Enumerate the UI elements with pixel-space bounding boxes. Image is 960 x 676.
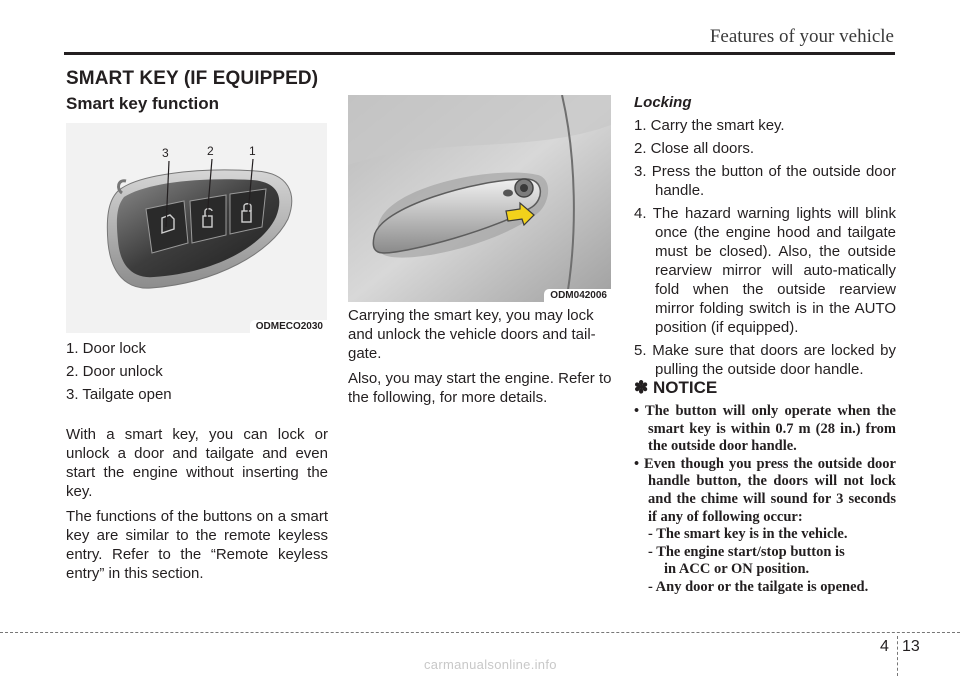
figure-code-key: ODMECO2030 (250, 320, 327, 333)
chapter-number: 4 (880, 638, 889, 655)
notice-subitem: - Any door or the tailgate is opened. (648, 578, 869, 595)
col1-body (66, 425, 328, 589)
legend-item: 1. Door lock (66, 340, 147, 357)
notice-subitem-cont: in ACC or ON position. (664, 561, 810, 578)
locking-subheading: Locking (634, 94, 692, 111)
header-rule (64, 52, 895, 55)
door-handle-illustration (348, 95, 611, 302)
page-number: 13 (902, 638, 920, 655)
notice-star-icon: ✽ (634, 378, 649, 397)
notice-bullet: • The button will only operate when the smart key is within 0.7 m (28 in.) from the outside door handle. (634, 403, 896, 455)
col2-body (348, 306, 612, 413)
step-item: 3. Press the button of the outside door handle. (634, 163, 896, 199)
door-handle-figure (348, 95, 611, 302)
section-title: SMART KEY (IF EQUIPPED) (66, 68, 319, 89)
step-item: 4. The hazard warning lights will blink once (the engine hood and tailgate must be closed). Also, the outside rearview mirror will auto-matically fold when the outside rearview mirror folding switch is in the AUTO position (if equipped). (634, 205, 896, 336)
locking-steps (634, 116, 896, 383)
callout-1: 1 (249, 144, 256, 158)
legend-item: 2. Door unlock (66, 363, 163, 380)
notice-title: NOTICE (652, 378, 718, 397)
notice-bullet: • Even though you press the outside door handle button, the doors will not lock and the chime will sound for 3 seconds if any of following occur: (634, 455, 896, 525)
step-item: 5. Make sure that doors are locked by pulling the outside door handle. (634, 342, 896, 378)
page-number-separator (897, 636, 898, 676)
notice-heading (634, 378, 717, 398)
smart-key-illustration (66, 123, 327, 333)
button-legend (66, 339, 328, 408)
footer-rule (0, 632, 960, 633)
watermark: carmanualsonline.info (424, 657, 557, 672)
notice-subitem: - The smart key is in the vehicle. (648, 526, 848, 543)
notice-subitem: - The engine start/stop button is (648, 543, 845, 560)
callout-3: 3 (162, 146, 169, 160)
callout-2: 2 (207, 144, 214, 158)
paragraph: With a smart key, you can lock or unlock a door and tailgate and even start the engine without inserting the key. (66, 426, 328, 500)
step-item: 2. Close all doors. (634, 140, 755, 157)
figure-code-handle: ODM042006 (544, 289, 611, 302)
paragraph: The functions of the buttons on a smart key are similar to the remote keyless entry. Refer to the “Remote keyless entry” in this section. (66, 508, 328, 582)
notice-body (634, 403, 896, 597)
paragraph: Carrying the smart key, you may lock and unlock the vehicle doors and tail-gate. (348, 307, 596, 362)
running-head: Features of your vehicle (709, 26, 894, 47)
step-item: 1. Carry the smart key. (634, 117, 785, 134)
legend-item: 3. Tailgate open (66, 386, 172, 403)
smart-key-function-heading: Smart key function (66, 94, 220, 113)
smart-key-figure (66, 123, 327, 333)
paragraph: Also, you may start the engine. Refer to the following, for more details. (348, 370, 612, 406)
